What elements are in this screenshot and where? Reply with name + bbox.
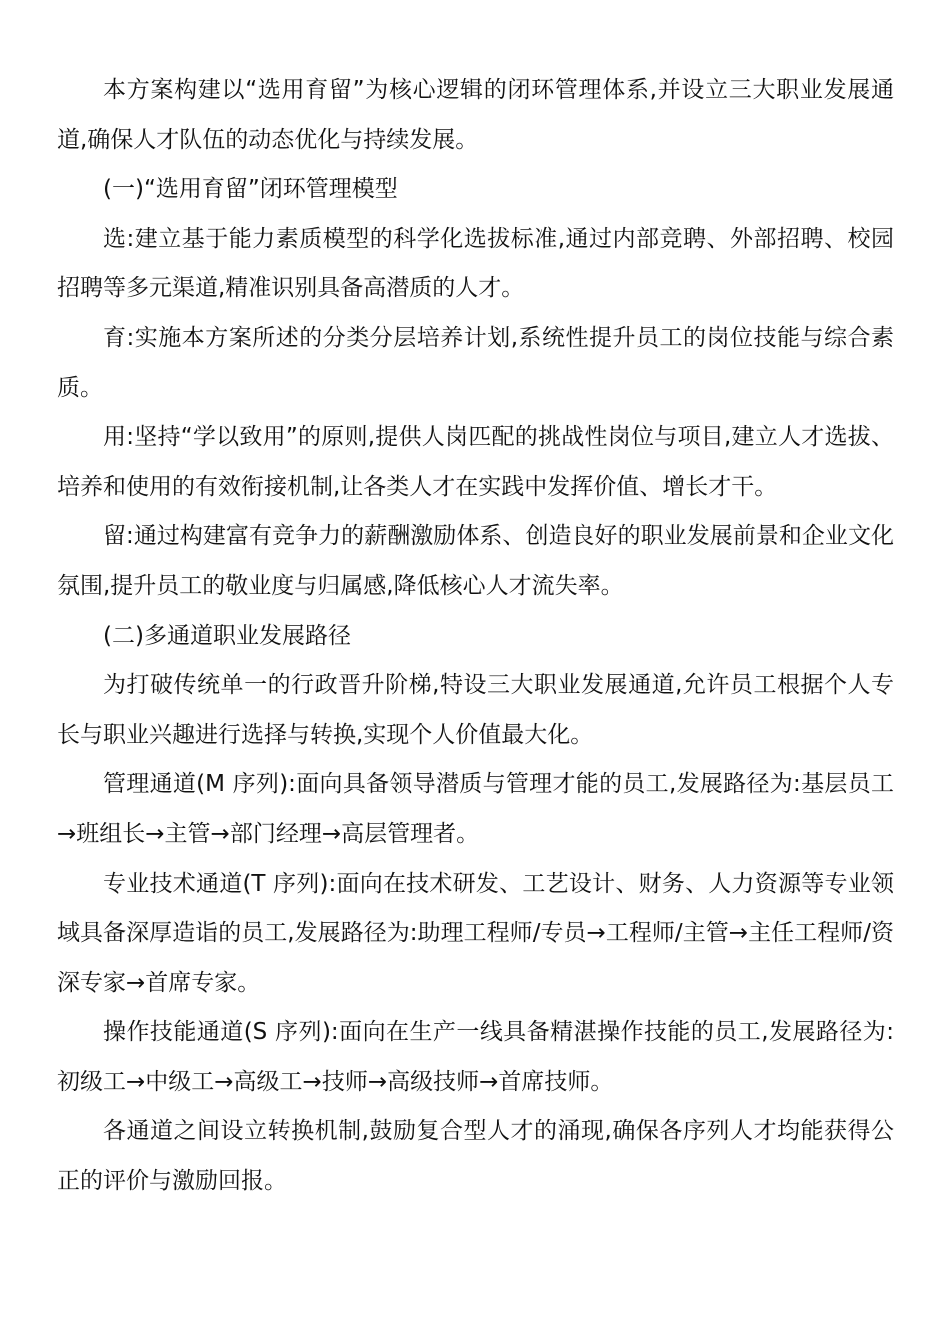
paragraph-technical-track: 专业技术通道(T 序列):面向在技术研发、工艺设计、财务、人力资源等专业领域具备深厚造诣的员工,发展路径为:助理工程师/专员→工程师/主管→主任工程师/资深专家→首席专家。 [57,870,894,996]
paragraph-use: 用:坚持“学以致用”的原则,提供人岗匹配的挑战性岗位与项目,建立人才选拔、培养和使用的有效衔接机制,让各类人才在实践中发挥价值、增长才干。 [57,424,894,500]
paragraph-track-conversion: 各通道之间设立转换机制,鼓励复合型人才的涌现,确保各序列人才均能获得公正的评价与激励回报。 [57,1118,894,1195]
paragraph-skills-track: 操作技能通道(S 序列):面向在生产一线具备精湛操作技能的员工,发展路径为:初级工→中级工→高级工→技师→高级技师→首席技师。 [57,1019,894,1095]
paragraph-develop: 育:实施本方案所述的分类分层培养计划,系统性提升员工的岗位技能与综合素质。 [57,324,894,401]
paragraph-select: 选:建立基于能力素质模型的科学化选拔标准,通过内部竞聘、外部招聘、校园招聘等多元渠道,精准识别具备高潜质的人才。 [57,225,894,302]
section-heading-closed-loop-model: (一)“选用育留”闭环管理模型 [103,176,398,203]
paragraph-career-intro: 为打破传统单一的行政晋升阶梯,特设三大职业发展通道,允许员工根据个人专长与职业兴趣进行选择与转换,实现个人价值最大化。 [57,672,894,748]
paragraph-retain: 留:通过构建富有竞争力的薪酬激励体系、创造良好的职业发展前景和企业文化氛围,提升员工的敬业度与归属感,降低核心人才流失率。 [57,523,894,599]
intro-paragraph: 本方案构建以“选用育留”为核心逻辑的闭环管理体系,并设立三大职业发展通道,确保人才队伍的动态优化与持续发展。 [57,77,894,153]
section-heading-career-paths: (二)多通道职业发展路径 [103,622,351,649]
paragraph-management-track: 管理通道(M 序列):面向具备领导潜质与管理才能的员工,发展路径为:基层员工→班组长→主管→部门经理→高层管理者。 [57,771,894,847]
